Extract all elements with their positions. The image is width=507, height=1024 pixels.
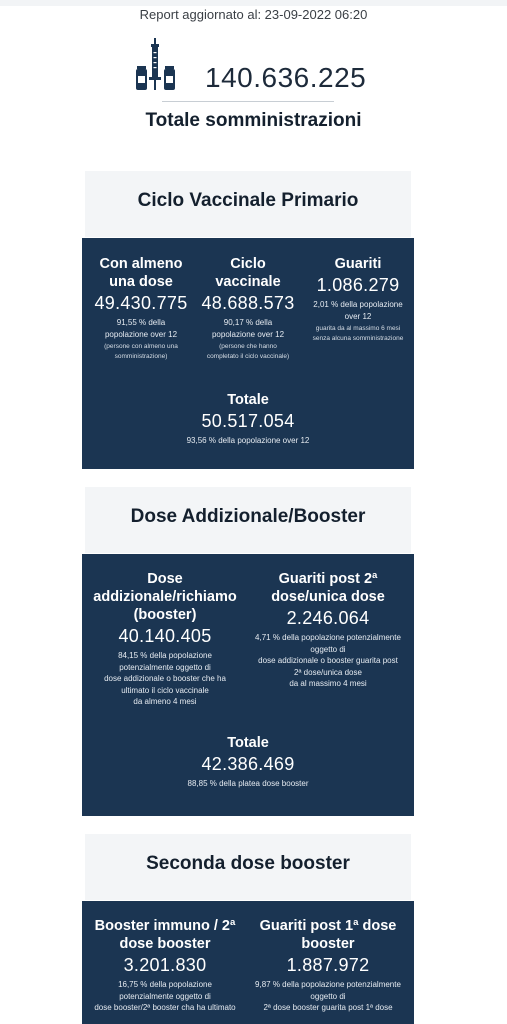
stat-additional-dose [90, 570, 240, 708]
stat-recovered-post-first-booster [246, 917, 410, 1014]
stat-complete-cycle [192, 255, 304, 361]
stat-label: Guariti [334, 256, 382, 272]
total-administrations-value: 140.636.225 [205, 62, 367, 93]
panel-primary [82, 238, 414, 469]
stat-note: (persone con almeno una somministrazione) [104, 343, 178, 360]
stat-label: Ciclo vaccinale [215, 256, 281, 290]
total-value: 50.517.054 [201, 411, 295, 431]
stat-label: Guariti post 2ª dose/unica dose [271, 571, 385, 605]
stat-desc: 4,71 % della popolazione potenzialmente oggetto di dose addizionale o booster guarita post 2ª dose/unica dose da al massimo 4 mesi [255, 633, 401, 688]
stat-at-least-one-dose [82, 255, 200, 361]
stat-recovered-post-second [246, 570, 410, 690]
panel-booster [82, 554, 414, 816]
stat-total-booster [82, 734, 414, 790]
stat-value: 1.086.279 [316, 275, 400, 295]
stat-recovered [302, 255, 414, 343]
stat-label: Dose addizionale/richiamo (booster) [93, 571, 237, 623]
top-bar [0, 0, 507, 6]
total-label: Totale [227, 392, 269, 408]
total-value: 42.386.469 [201, 754, 295, 774]
stat-desc: 9,87 % della popolazione potenzialmente oggetto di 2ª dose booster guarita post 1ª dose [255, 980, 401, 1012]
stat-second-booster [90, 917, 240, 1014]
syringe-vials-icon [135, 38, 177, 92]
stat-total-primary [82, 391, 414, 447]
report-updated-text: Report aggiornato al: 23-09-2022 06:20 [139, 7, 368, 22]
divider [162, 101, 334, 102]
stat-label: Guariti post 1ª dose booster [259, 918, 397, 952]
stat-desc: 84,15 % della popolazione potenzialmente oggetto di dose addizionale o booster che ha ultimato il ciclo vaccinale da almeno 4 mesi [104, 651, 226, 706]
panel-second-booster [82, 901, 414, 1024]
total-desc: 93,56 % della popolazione over 12 [186, 436, 310, 445]
total-desc: 88,85 % della platea dose booster [187, 779, 309, 788]
stat-value: 1.887.972 [286, 955, 370, 975]
stat-note: (persone che hanno completato il ciclo vaccinale) [206, 343, 290, 360]
stat-desc: 90,17 % della popolazione over 12 [211, 318, 285, 339]
total-label: Totale [227, 735, 269, 751]
section-title: Dose Addizionale/Booster [130, 506, 366, 527]
stat-value: 3.201.830 [123, 955, 207, 975]
stat-note: guarita da al massimo 6 mesi senza alcuna somministrazione [312, 325, 404, 342]
stat-value: 2.246.064 [286, 608, 370, 628]
stat-desc: 16,75 % della popolazione potenzialmente oggetto di dose booster/2ª booster cha ha ultimato [94, 980, 236, 1012]
stat-desc: 91,55 % della popolazione over 12 [104, 318, 178, 339]
stat-value: 40.140.405 [118, 626, 212, 646]
section-header-booster [85, 487, 411, 553]
section-header-primary [85, 171, 411, 237]
stat-label: Booster immuno / 2ª dose booster [94, 918, 236, 952]
total-administrations-label: Totale somministrazioni [145, 110, 362, 131]
section-title: Seconda dose booster [146, 853, 350, 874]
section-header-second-booster [85, 834, 411, 900]
stat-value: 49.430.775 [94, 293, 188, 313]
stat-desc: 2,01 % della popolazione over 12 [313, 300, 403, 321]
stat-value: 48.688.573 [201, 293, 295, 313]
section-title: Ciclo Vaccinale Primario [137, 190, 359, 211]
stat-label: Con almeno una dose [99, 256, 183, 290]
